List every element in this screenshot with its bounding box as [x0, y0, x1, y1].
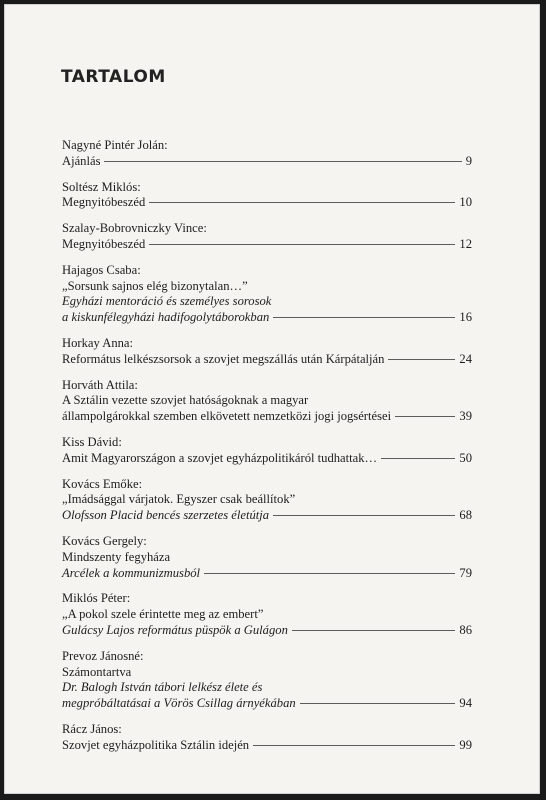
entry-title-line: Olofsson Placid bencés szerzetes életútja	[62, 508, 270, 523]
toc-entry	[62, 263, 472, 326]
leader-line	[273, 317, 455, 318]
entry-author: Rácz János:	[62, 721, 122, 736]
entry-title-line: Megnyitóbeszéd	[62, 195, 146, 210]
table-of-contents	[62, 138, 472, 764]
entry-final-line	[62, 310, 472, 326]
page-number: 94	[459, 696, 472, 711]
entry-title-line: Amit Magyarországon a szovjet egyházpolitikáról tudhattak…	[62, 450, 378, 465]
page-number: 50	[459, 450, 472, 465]
entry-author: Prevoz Jánosné:	[62, 648, 144, 663]
entry-final-line	[62, 623, 472, 639]
leader-line	[149, 244, 455, 245]
book-page	[4, 4, 540, 794]
toc-entry	[62, 180, 472, 212]
leader-line	[273, 515, 455, 516]
entry-title-line: Megnyitóbeszéd	[62, 236, 146, 251]
toc-entry	[62, 221, 472, 253]
entry-final-line	[62, 154, 472, 170]
entry-title-line: A Sztálin vezette szovjet hatóságoknak a magyar	[62, 393, 309, 408]
toc-entry	[62, 649, 472, 712]
page-number: 9	[465, 153, 472, 168]
entry-title-line: „A pokol szele érintette meg az embert”	[62, 607, 264, 622]
page-number: 24	[459, 351, 472, 366]
toc-entry	[62, 336, 472, 368]
entry-title-line: a kiskunfélegyházi hadifogolytáborokban	[62, 310, 270, 325]
toc-entry	[62, 435, 472, 467]
leader-line	[104, 161, 461, 162]
entry-title-line: állampolgárokkal szemben elkövetett nemzetközi jogi jogsértései	[62, 409, 392, 424]
entry-author: Horváth Attila:	[62, 377, 138, 392]
entry-title-line: Mindszenty fegyháza	[62, 549, 171, 564]
page-number: 86	[459, 622, 472, 637]
entry-author: Kiss Dávid:	[62, 434, 122, 449]
leader-line	[388, 359, 455, 360]
entry-title-line: megpróbáltatásai a Vörös Csillag árnyékában	[62, 696, 296, 711]
toc-entry	[62, 534, 472, 581]
leader-line	[292, 630, 456, 631]
entry-title-line: Arcélek a kommunizmusból	[62, 565, 201, 580]
page-number: 79	[459, 565, 472, 580]
entry-title-line: Ajánlás	[62, 153, 101, 168]
page-number: 12	[459, 236, 472, 251]
entry-author: Kovács Emőke:	[62, 476, 143, 491]
leader-line	[300, 703, 456, 704]
entry-title-line: „Sorsunk sajnos elég bizonytalan…”	[62, 278, 248, 293]
entry-title-line: Szovjet egyházpolitika Sztálin idején	[62, 737, 250, 752]
entry-author: Horkay Anna:	[62, 335, 133, 350]
leader-line	[395, 416, 455, 417]
entry-author: Miklós Péter:	[62, 591, 131, 606]
leader-line	[253, 745, 455, 746]
leader-line	[381, 458, 455, 459]
entry-final-line	[62, 352, 472, 368]
entry-final-line	[62, 195, 472, 211]
entry-title-line: „Imádsággal várjatok. Egyszer csak beállítok”	[62, 492, 296, 507]
toc-entry	[62, 722, 472, 754]
toc-entry	[62, 477, 472, 524]
toc-entry	[62, 378, 472, 425]
page-number: 68	[459, 508, 472, 523]
page-number: 10	[459, 195, 472, 210]
entry-final-line	[62, 237, 472, 253]
entry-title-line: Gulácsy Lajos református püspök a Gulágon	[62, 622, 288, 637]
entry-final-line	[62, 508, 472, 524]
entry-author: Nagyné Pintér Jolán:	[62, 138, 168, 152]
entry-title-line: Református lelkészsorsok a szovjet megszállás után Kárpátalján	[62, 351, 385, 366]
entry-title-line: Dr. Balogh István tábori lelkész élete és	[62, 680, 263, 695]
entry-final-line	[62, 696, 472, 712]
entry-final-line	[62, 409, 472, 425]
entry-author: Hajagos Csaba:	[62, 262, 141, 277]
toc-entry	[62, 591, 472, 638]
entry-author: Szalay-Bobrovniczky Vince:	[62, 221, 207, 236]
entry-title-line: Számontartva	[62, 664, 132, 679]
leader-line	[204, 573, 455, 574]
page-number: 16	[459, 310, 472, 325]
entry-final-line	[62, 738, 472, 754]
toc-entry	[62, 138, 472, 170]
leader-line	[149, 202, 455, 203]
entry-final-line	[62, 451, 472, 467]
page-number: 39	[459, 409, 472, 424]
entry-author: Soltész Miklós:	[62, 179, 141, 194]
entry-author: Kovács Gergely:	[62, 533, 147, 548]
page-title: TARTALOM	[61, 67, 166, 87]
entry-final-line	[62, 566, 472, 582]
page-number: 99	[459, 737, 472, 752]
entry-title-line: Egyházi mentoráció és személyes sorosok	[62, 294, 272, 309]
